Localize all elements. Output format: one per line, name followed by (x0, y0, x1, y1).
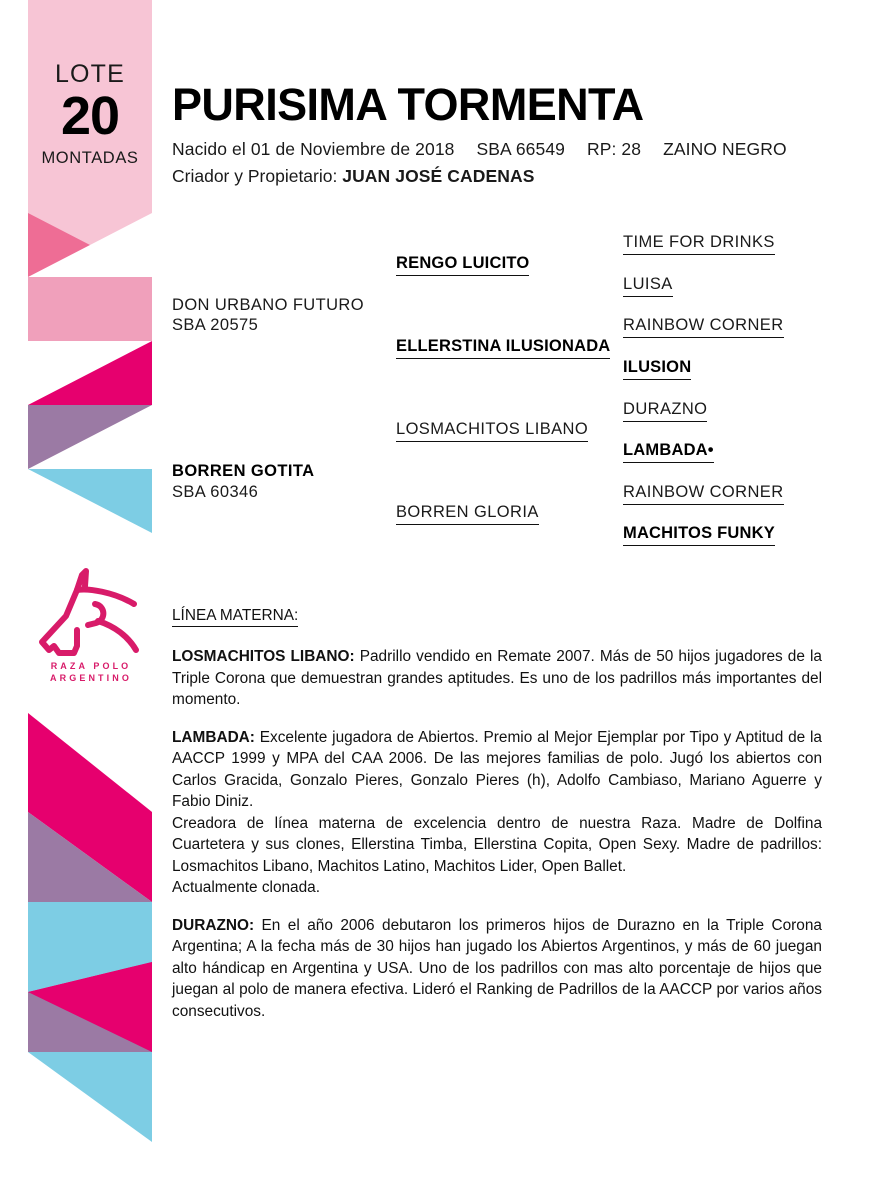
paragraph-text: En el año 2006 debutaron los primeros hijos de Durazno en la Triple Corona Argentina; A la fecha más de 30 hijos han jugado los Abiertos Argentinos, y más de 60 juegan alto hándicap en Argentina y USA. Uno de los padrillos con mas alto porcentaje de hijos que juegan al polo de manera efectiva. Lideró el Ranking de Padrillos de la AACCP por varios años consecutivos. (172, 916, 822, 1020)
paragraph-label: DURAZNO: (172, 916, 255, 934)
pedigree-gen3-2: RAINBOW CORNER (623, 316, 784, 338)
pedigree-gen2-0: RENGO LUICITO (396, 254, 529, 276)
sire-name: DON URBANO FUTURO (172, 296, 364, 314)
pedigree-gen2-1: ELLERSTINA ILUSIONADA (396, 337, 610, 359)
sba-number: SBA 66549 (476, 138, 565, 159)
paragraph-label: LOSMACHITOS LIBANO: (172, 648, 355, 665)
pedigree-gen2-2: LOSMACHITOS LIBANO (396, 420, 588, 442)
maternal-heading: LÍNEA MATERNA: (172, 607, 298, 627)
sire-sba: SBA 20575 (172, 316, 259, 334)
paragraph-text: Padrillo vendido en Remate 2007. Más de 50 hijos jugadores de la Triple Corona que demuestran grandes aptitudes. Es uno de los padrillos más importantes del momento. (172, 648, 822, 708)
paragraph-text: Excelente jugadora de Abiertos. Premio al Mejor Ejemplar por Tipo y Aptitud de la AACCP 1999 y MPA del CAA 2006. De las mejores familias de polo. Jugó los abiertos con Carlos Gracida, Gonzalo Pieres, Gonzalo Pieres (h), Adolfo Cambiaso, Mariano Aguerre y Fabio Diniz. (172, 728, 822, 810)
pedigree-gen3-3: ILUSION (623, 358, 691, 380)
coat-color: ZAINO NEGRO (663, 138, 787, 159)
page-title: PURISIMA TORMENTA (172, 79, 644, 130)
dam-sba: SBA 60346 (172, 483, 259, 501)
lot-word: LOTE (54, 60, 126, 88)
pedigree-gen3-5: LAMBADA• (623, 441, 714, 463)
horse-head-icon (30, 568, 152, 660)
pedigree-gen3-0: TIME FOR DRINKS (623, 233, 775, 255)
lot-badge (28, 0, 152, 213)
paragraph-lambada-cont2 (172, 877, 822, 899)
maternal-line-section (172, 607, 822, 1038)
logo-text-line2: ARGENTINO (50, 673, 132, 683)
paragraph-lambada (172, 727, 822, 813)
paragraph-losmachitos (172, 646, 822, 711)
lot-number: 20 (60, 86, 120, 146)
dam-name: BORREN GOTITA (172, 462, 315, 480)
paragraph-text: Creadora de línea materna de excelencia dentro de nuestra Raza. Madre de Dolfina Cuartetera y sus clones, Ellerstina Timba, Ellerstina Copita, Open Sexy. Madre de padrillos: Losmachitos Libano, Machitos Latino, Machitos Lider, Open Ballet. (172, 814, 822, 875)
logo-text-line1: RAZA POLO (50, 661, 132, 671)
rp-number: RP: 28 (587, 138, 642, 159)
paragraph-text: Actualmente clonada. (172, 879, 321, 896)
pedigree-gen3-7: MACHITOS FUNKY (623, 524, 775, 546)
birth-date: Nacido el 01 de Noviembre de 2018 (172, 138, 455, 159)
paragraph-label: LAMBADA: (172, 728, 255, 746)
lot-subtitle: MONTADAS (41, 149, 139, 168)
raza-polo-argentino-logo (30, 568, 152, 686)
breeder-name: JUAN JOSÉ CADENAS (342, 165, 535, 186)
breeder-label: Criador y Propietario: (172, 165, 338, 186)
pedigree-gen3-6: RAINBOW CORNER (623, 483, 784, 505)
paragraph-lambada-cont1 (172, 813, 822, 878)
pedigree-gen2-3: BORREN GLORIA (396, 503, 539, 525)
paragraph-durazno (172, 915, 822, 1023)
pedigree-gen3-4: DURAZNO (623, 400, 707, 422)
ribbon-band-group-lower (0, 690, 175, 1182)
pedigree-gen3-1: LUISA (623, 275, 673, 297)
